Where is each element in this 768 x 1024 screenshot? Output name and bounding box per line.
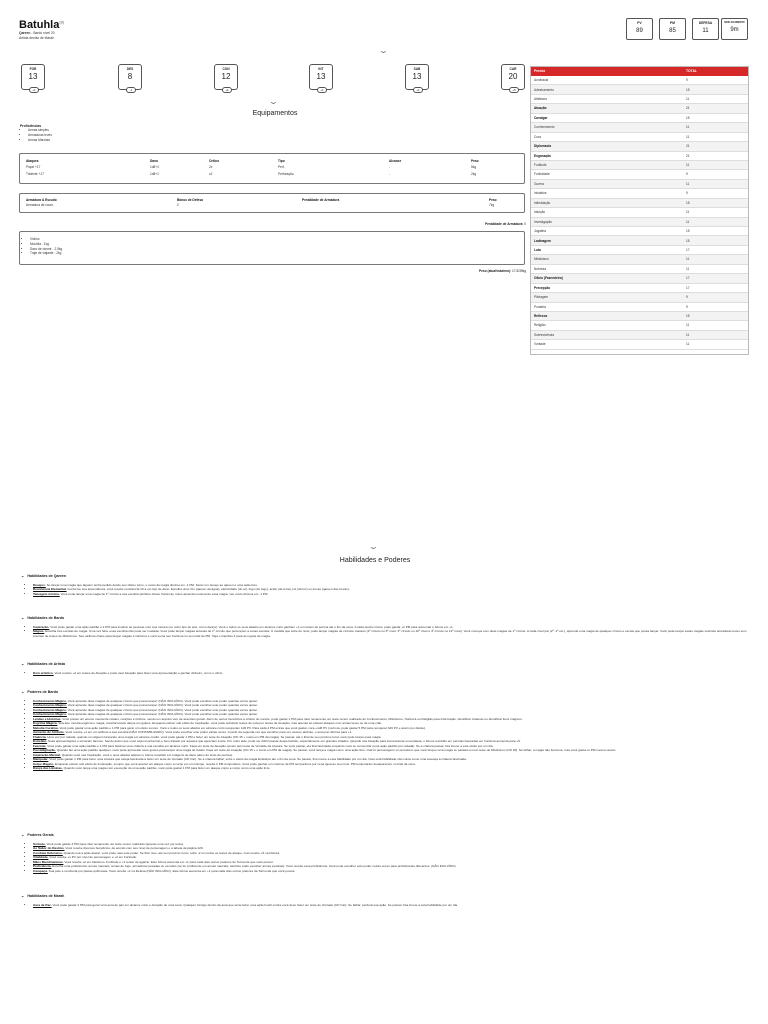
- chevron-down-icon: ⌄: [21, 615, 25, 620]
- pm-box: PM 85: [659, 18, 686, 40]
- skill-name: Diplomacia: [534, 144, 552, 149]
- skill-row[interactable]: [531, 199, 748, 208]
- ability-group: [21, 832, 749, 873]
- ability-text: Você aprende duas magias de qualquer círculo que possa lançar. (NÃO INCLUÍDO). Você pode escolher este poder quantas vezes quiser.: [67, 703, 258, 708]
- ability-text: Sua arte mescla esgrima e magia, transformando dança em golpes. Enquanto estiver sob efeito de Inspiração, você pode substituir testes de Luta por testes de Atuação, mas apenas ao efetuar ataques com armas leves ou de uma mão.: [58, 721, 383, 726]
- ability-text: Quando você usa Inspiração, você e seus aliados aplicam o bônus recebido em rolagens de dano (além do teste de perícia).: [61, 752, 233, 757]
- ability-text: Você possui um acervo mental de relatos, canções e folclore, sendo um arquivo vivo de assuntos gerais. Além de outros benefícios a critério do mestre, pode gastar 1 PM para rolar novamente um teste recém realizado de Conhecimento, Misticismo, Nobreza ou Religião para informação, identificar criaturas ou identificar itens mágicos.: [62, 716, 523, 721]
- skill-total: 15: [686, 200, 690, 205]
- skill-name: Acrobacia: [534, 78, 549, 83]
- skill-total: 11: [686, 163, 690, 167]
- ability-text: Você aprende duas magias de qualquer círculo que possa lançar. (NÃO INCLUÍDO). Você pode escolher este poder quantas vezes quiser.: [67, 712, 258, 717]
- chevron-down-icon: ⌄: [21, 661, 25, 666]
- attribute-des[interactable]: DES 8 -1: [118, 64, 142, 90]
- skill-total: 11: [686, 219, 690, 224]
- ability-text: Você pode gastar 3 PM para rolar novamente um teste recém realizado (apenas uma vez por teste).: [46, 841, 184, 846]
- skill-name: Enganação: [534, 153, 552, 158]
- ability-list: [21, 671, 749, 676]
- skill-name: Percepção: [534, 285, 551, 290]
- ability-text: Você aprende duas magias de qualquer círculo que possa lançar. (NÃO INCLUÍDO). Você pode escolher este poder quantas vezes quiser.: [67, 707, 258, 712]
- ability-name: Esgrima Mágica.: [33, 721, 58, 726]
- character-name: Batuhla$^{(8)}$: [19, 19, 65, 31]
- skill-name: Cavalgar: [534, 115, 548, 120]
- items-box: [19, 231, 525, 265]
- ability-text: Você pode gastar uma ação padrão e 1 PM para fascinar uma criatura a sua escolha em alcance curto. Faça um teste de Atuação oposto pelo teste de Vontade da criatura. Se você passar, ela fica fascinada enquanto você se concentrar (uma ação padrão por rodada). Se a criatura passar, fica imune a este efeito por um dia.: [47, 743, 494, 748]
- ability-item: [33, 869, 749, 874]
- skill-row[interactable]: [531, 114, 748, 123]
- ability-group: [21, 689, 749, 771]
- list-item: • Armaduras leves: [28, 133, 52, 138]
- ability-item: [33, 592, 749, 597]
- ability-name: Combate Defensivo.: [33, 850, 63, 855]
- skill-row[interactable]: [531, 170, 748, 179]
- skill-total: 15: [686, 115, 690, 120]
- level-tag: (8): [59, 19, 65, 25]
- skill-row[interactable]: [531, 246, 748, 255]
- skill-row[interactable]: [531, 236, 748, 245]
- ability-text: Conforme sua ascendência, você recebe resistência 10 a um tipo de dano. Escolha uma: frio (qareen da água), eletricidade (do ar), fogo (do fogo), ácido (da terra), luz (da luz) ou trevas (qareen das trevas).: [67, 587, 350, 592]
- skill-total: 9: [686, 191, 688, 196]
- skill-total: 15: [686, 229, 690, 234]
- skill-name: Sobrevivência: [534, 332, 555, 337]
- skill-row[interactable]: [531, 161, 748, 170]
- ability-text: Você pode gastar uma ação padrão e 1 PM para gerar um efeito sonoro. Você e todos os seus aliados em alcance curto recuperam 1d6 PV. Para cada 2 PM extras que você gastar, cura +1d6 PV (na hora, pode gastar 5 PM para recuperar 3d6 PV e assim por diante).: [59, 725, 426, 730]
- ability-name: Manipular.: [33, 757, 49, 762]
- skill-row[interactable]: [531, 218, 748, 227]
- skill-name: Pontaria: [534, 304, 546, 309]
- ability-group-toggle[interactable]: [21, 573, 749, 579]
- skill-row[interactable]: [531, 123, 748, 132]
- ability-group: [21, 661, 749, 675]
- skill-total: 15: [686, 87, 690, 92]
- ability-text: Escolha três escolas de magia. Uma vez feita, essa escolha não pode ser mudada. Você pode lançar magias arcanas de 1º círculo que pertençam a essas escolas. À medida que sobe de nível, pode lançar magias de círculos maiores (2º círculo no 6º nível, 3º círculo no 10º nível e 4º círculo no 14º nível). Você começa com duas magias de 1º círculo. A cada nível par (2º, 4º etc.), aprende uma magia de qualquer círculo e escola que possa lançar. Você pode lançar essas magias vestindo armaduras leves sem precisar de testes de Misticismo. Seu atributo-chave para lançar magias é Carisma e você soma seu Carisma no seu total de PM. Veja o Capítulo 4 para as regras de magia.: [33, 629, 747, 638]
- chevron-down-icon: ⌄: [21, 689, 25, 694]
- ability-list: [21, 842, 749, 874]
- skill-name: Vontade: [534, 342, 546, 347]
- ability-text: Você pode gastar uma ação padrão e 2 PM para inspirar as pessoas com sua música (ou outro tipo de arte, como dança). Você e todos os seus aliados em alcance curto ganham +1 em testes de perícia até o fim da cena. A cada quatro níveis, pode gastar +2 PM para aumentar o bônus em +1.: [50, 624, 454, 629]
- skill-total: 17: [686, 285, 690, 290]
- skill-total: 15: [686, 238, 690, 243]
- ability-text: Uma vez por rodada, quando um alguém lançando uma magia em alcance médio, você pode gastar 1 PM e fazer um teste de Atuação (CD 15 + custo em PM da magia). Se passar, até o final de seu próximo turno você pode lançar essa magia.: [47, 734, 382, 739]
- chevron-down-icon[interactable]: ⌄: [267, 97, 279, 106]
- ability-text: Você recebe +1 em um atributo a sua escolha (NÃO CONTABILIZADO). Você pode escolher este poder várias vezes. A partir da segunda vez que escolher para um mesmo atributo, o aumento diminui para +1.: [65, 730, 353, 735]
- ability-text: Enquanto estiver sob efeito de Inspiração, sempre que você acertar um ataque corpo a corpo em um inimigo, recebe 2 PM temporários. Você pode ganhar um máximo de PM temporários por cena igual ao seu nível. PM temporários desaparecem no final da cena.: [55, 761, 416, 766]
- skill-name: Atuação: [534, 106, 547, 111]
- chevron-down-icon: ⌄: [21, 573, 25, 578]
- ability-name: Magias.: [33, 629, 45, 634]
- skill-row[interactable]: [531, 180, 748, 189]
- attacks-table: [19, 153, 525, 184]
- ability-text: Você recebe +1 PV por nível de personagem e +2 em Fortitude.: [49, 855, 138, 860]
- chevron-down-icon[interactable]: ⌄: [367, 542, 379, 551]
- skill-row[interactable]: [531, 303, 748, 312]
- ability-list: [21, 583, 749, 597]
- skill-total: 9: [686, 295, 688, 300]
- skill-total: 11: [686, 332, 690, 337]
- skill-row[interactable]: [531, 104, 748, 113]
- ability-name: Aumento de Atributo.: [33, 730, 65, 735]
- ability-name: Prestidigitação.: [33, 748, 57, 753]
- class-line: Qareen - Bardo nível 20: [19, 31, 55, 35]
- weight-summary: Peso (atual/máximo): 17.5/39kg: [479, 269, 526, 273]
- ability-group-title: Habilidades de Artista: [27, 662, 65, 666]
- movement-box: DESLOCAMENTO 9m: [721, 18, 748, 40]
- abilities-title: Habilidades e Poderes: [339, 557, 411, 564]
- skill-row[interactable]: [531, 312, 748, 321]
- skill-row[interactable]: [531, 85, 748, 94]
- skill-row[interactable]: [531, 208, 748, 217]
- items-list: [20, 232, 524, 256]
- skill-total: 11: [686, 125, 690, 130]
- skill-row[interactable]: [531, 340, 748, 349]
- equipment-title: Equipamentos: [252, 110, 298, 117]
- skill-total: 11: [686, 96, 690, 101]
- skill-total: 9: [686, 78, 688, 83]
- skill-name: Furtividade: [534, 172, 550, 177]
- ability-list: [21, 625, 749, 639]
- ability-group: [21, 573, 749, 596]
- ability-list: [21, 699, 749, 771]
- ability-group: [21, 893, 749, 907]
- ability-name: Inspiração Marcial.: [33, 752, 61, 757]
- attribute-car[interactable]: CAR 20 +5: [501, 64, 525, 90]
- skill-row[interactable]: [531, 274, 748, 283]
- ability-name: Fluência.: [33, 734, 47, 739]
- skill-total: 21: [686, 106, 690, 111]
- ability-text: Você pode lançar uma magia de 1º círculo a sua escolha (atributo-chave Carisma). Caso aprenda novamente essa magia, seu custo diminui em -1 PM.: [60, 591, 269, 596]
- ability-name: Conhecimento Mágico.: [33, 703, 67, 708]
- skill-total: 11: [686, 134, 690, 139]
- skill-name: Investigação: [534, 219, 552, 224]
- skill-name: Intimidação: [534, 200, 551, 205]
- list-item: • Mochila - 1kg: [30, 242, 524, 247]
- ability-item: [33, 903, 749, 908]
- skill-total: 11: [686, 210, 690, 215]
- skill-total: 15: [686, 314, 690, 318]
- skill-row[interactable]: [531, 152, 748, 161]
- skill-row[interactable]: [531, 227, 748, 236]
- table-row[interactable]: Tridente +17 1d8+1 x2 Perfuração - 2kg: [26, 171, 477, 176]
- armor-table: [19, 193, 525, 213]
- skill-total: 9: [686, 304, 688, 309]
- ability-name: Sortudo.: [33, 841, 46, 846]
- list-item: • Armas simples: [28, 128, 52, 133]
- skill-row[interactable]: [531, 331, 748, 340]
- skill-total: 21: [686, 144, 690, 149]
- skill-name: Luta: [534, 247, 541, 252]
- ability-group-title: Poderes de Bardo: [27, 690, 59, 694]
- skill-total: 21: [686, 153, 690, 158]
- ability-item: [33, 766, 749, 771]
- skill-name: Iniciativa: [534, 191, 547, 196]
- ability-text: Você recebe +2 em Atletismo. Fortitude e +1 tentar de agarrar. Este bônus aumenta em +1 para cada dois outros poderes de Tormenta que você possui.: [64, 859, 274, 864]
- ability-name: Conhecimento Mágico.: [33, 712, 67, 717]
- skill-name: Ladinagem: [534, 238, 551, 243]
- ability-name: Lendas e Histórias.: [33, 716, 62, 721]
- chevron-down-icon[interactable]: ⌄: [377, 46, 389, 55]
- ability-name: Conhecimento Mágico.: [33, 698, 67, 703]
- skill-total: 11: [686, 181, 690, 186]
- ability-name: Mãos Mundinanmas.: [33, 859, 64, 864]
- armor-penalty: Penalidade de Armadura: 0: [485, 222, 526, 226]
- skill-name: Religião: [534, 323, 546, 328]
- ability-item: [33, 629, 749, 638]
- ability-name: Conhecimento Mágico.: [33, 707, 67, 712]
- defense-box: DEFESA 11: [692, 18, 719, 40]
- ability-name: Dança das Lâminas.: [33, 766, 63, 771]
- skill-row[interactable]: [531, 284, 748, 293]
- ability-name: Vitalidade.: [33, 855, 49, 860]
- pv-box: PV 89: [626, 18, 653, 40]
- skill-name: Fortitude: [534, 163, 547, 167]
- table-header: Ataques Dano Crítico Tipo Alcance Peso: [26, 159, 479, 163]
- skill-row[interactable]: [531, 76, 748, 85]
- ability-text: Se lançar uma magia que alguém tenha pedido desde seu último turno, o custo da magia diminui em -1 PM. Fazer um desejo ao qareen é uma ação livre.: [46, 582, 258, 587]
- ability-group-toggle[interactable]: [21, 689, 749, 695]
- ability-name: Desejos.: [33, 582, 46, 587]
- skill-name: Nobreza: [534, 266, 547, 271]
- ability-name: Melodia Curativa.: [33, 725, 59, 730]
- ability-name: Aura de Paz.: [33, 902, 52, 907]
- ability-text: Você pode gastar 2 PM para gerar uma aura de paz em alcance curto e duração de uma cena. Qualquer inimigo dentro da aura que tente fazer uma ação hostil contra você deve fazer um teste de Vontade (CD Car). Se falhar, perderá sua ação. Se passar, fica imune a esta habilidade por um dia.: [52, 902, 458, 907]
- skill-name: Intuição: [534, 210, 546, 215]
- skill-total: 11: [686, 323, 690, 328]
- table-header: Armadura & Escudo Bônus de Defesa Penalidade de Armadura Peso: [26, 198, 497, 202]
- table-row[interactable]: Armadura de couro 2 7kg: [26, 203, 495, 208]
- skill-total: 11: [686, 257, 690, 262]
- ability-group: [21, 615, 749, 638]
- skill-total: 17: [686, 247, 690, 252]
- ability-name: Proficiência.: [33, 864, 52, 869]
- skill-total: 9: [686, 172, 688, 177]
- ability-text: Quando você lança uma magia com execução de uma ação padrão, você pode gastar 1 PM para fazer um ataque corpo a corpo como uma ação livre.: [63, 766, 271, 771]
- ability-name: Tatuagem mística.: [33, 591, 60, 596]
- skill-total: 11: [686, 342, 690, 347]
- ability-name: Resistência Elemental.: [33, 587, 67, 592]
- ability-name: Inspiração.: [33, 624, 50, 629]
- skill-name: Pilotagem: [534, 295, 549, 300]
- skill-name: Guerra: [534, 181, 544, 186]
- attribute-for[interactable]: FOR 13 +1: [21, 64, 45, 90]
- ability-group-toggle[interactable]: [21, 832, 749, 838]
- proficiencies-list: [22, 128, 52, 142]
- ability-text: Sua pele é recoberta por placas quitinosas. Você recebe +1 na Defesa (NÃO INCLUÍDO). Este bônus aumenta em +1 para cada dois outros poderes da Tormenta que você possui.: [48, 868, 296, 873]
- chevron-down-icon: ⌄: [21, 893, 25, 898]
- skill-row[interactable]: [531, 265, 748, 274]
- ability-text: Suas apresentações o tornaram famoso. Sendo assim que você seja reconhecido e bem tratado por aqueles que apreciam a arte. Por outro lado, pode ser difícil passar despercebido, especialmente em grandes cidades. Quando usa Atuação para impressionar uma plateia, o bônus recebido em perícias baseadas em Carisma aumenta para +5.: [47, 739, 521, 744]
- skill-row[interactable]: [531, 321, 748, 330]
- attribute-sab[interactable]: SAB 13 +1: [405, 64, 429, 90]
- proficiencies-title: Proficiências: [20, 124, 42, 128]
- ability-text: Quando usa a ação atacar, você pode usar este poder. Se fizer isso, até seu próximo turno, sofre -2 em todos os testes de ataque, mas recebe +5 na Defesa.: [63, 850, 281, 855]
- ability-group-toggle[interactable]: [21, 615, 749, 621]
- ability-group-title: Habilidades de Bardo: [27, 616, 65, 620]
- ability-list: [21, 903, 749, 908]
- ability-text: Você pode gastar 1 PM para fazer uma criatura que esteja fascinada a fazer um teste de Vontade (CD Car). Se a criatura falhar, sofre o efeito da magia Enfeitiçar até o fim da cena. Se passar, fica imune a esta habilidade por um dia. Usar esta habilidade não conta como uma ameaça à criatura fascinada.: [49, 757, 467, 762]
- chevron-down-icon: ⌄: [21, 832, 25, 837]
- skills-table: [530, 66, 749, 355]
- table-row[interactable]: Pique +17 1d8+1 2x Perf. - 5kg: [26, 165, 477, 170]
- ability-text: Escolha uma proficiência: armas marciais, armas de fogo, armaduras pesadas ou escudos (se for proficiente em armas marciais, também pode escolher armas exóticas). Você recebe essa proficiência. Você pode escolher este poder outras vezes para proficiências diferentes. (NÃO INCLUÍDO): [52, 864, 456, 869]
- skill-row[interactable]: [531, 189, 748, 198]
- ability-text: Quando faz uma ação padrão qualquer, você pode aproveitar seus gestos para lançar uma magia de Ilusão. Faça um teste de Atuação (CD 15 + o custo em PM da magia). Se passar, você lança a magia como uma ação livre. Outros personagens só percebem que você lançou uma magia se passarem num teste de Misticismo (CD 20). Se falhar, a magia não funciona, mas você gasta os PM mesmo assim.: [56, 748, 617, 753]
- skill-row[interactable]: [531, 255, 748, 264]
- skill-name: Jogatina: [534, 229, 547, 234]
- ability-group-title: Habilidades de Marah: [27, 894, 65, 898]
- origin-line: Artista devoto de Marah: [19, 36, 55, 40]
- ability-group-toggle[interactable]: [21, 893, 749, 899]
- ability-text: Você recebe +2 em testes de Atuação e pode usar Atuação para fazer uma apresentação e ganhar dinheiro, como o ofício.: [54, 670, 224, 675]
- ability-name: Estrelato.: [33, 739, 48, 744]
- ability-name: Ao Sabor do Destino.: [33, 846, 65, 851]
- skill-name: Misticismo: [534, 257, 549, 262]
- ability-text: Você recebe diversos benefícios, de acordo com seu nível de personagem e a tabela da página 129.: [65, 846, 204, 851]
- ability-group-title: Poderes Gerais: [27, 833, 54, 837]
- skill-row[interactable]: [531, 293, 748, 302]
- list-item: • Violino: [30, 237, 524, 242]
- skill-name: Cura: [534, 134, 541, 139]
- skills-header: Perícia TOTAL: [531, 67, 748, 76]
- ability-name: Dom artístico.: [33, 670, 54, 675]
- ability-name: Carapaça.: [33, 868, 48, 873]
- ability-group-title: Habilidades de Qareen: [27, 574, 67, 578]
- ability-item: [33, 671, 749, 676]
- skill-total: 11: [686, 266, 690, 271]
- skill-row[interactable]: [531, 142, 748, 151]
- attribute-int[interactable]: INT 13 +1: [309, 64, 333, 90]
- skill-name: Reflexos: [534, 314, 548, 318]
- ability-name: Fascinar.: [33, 743, 47, 748]
- attribute-con[interactable]: CON 12 +1: [214, 64, 238, 90]
- ability-group-toggle[interactable]: [21, 661, 749, 667]
- list-item: • Traje de viajante - 2kg: [30, 251, 524, 256]
- skill-name: Atletismo: [534, 96, 548, 101]
- skill-name: Conhecimento: [534, 125, 555, 130]
- list-item: • Saco de dormir - 2.5kg: [30, 247, 524, 252]
- skill-name: Ofício (Fazendeiro): [534, 276, 563, 281]
- skill-row[interactable]: [531, 95, 748, 104]
- skill-total: 17: [686, 276, 690, 281]
- ability-name: Golpe Mágico.: [33, 761, 55, 766]
- ability-text: Você aprende duas magias de qualquer círculo que possa lançar. (NÃO INCLUÍDO). Você pode escolher este poder quantas vezes quiser.: [67, 698, 258, 703]
- skill-name: Adestramento: [534, 87, 554, 92]
- skill-row[interactable]: [531, 133, 748, 142]
- list-item: • Armas Marciais: [28, 138, 52, 143]
